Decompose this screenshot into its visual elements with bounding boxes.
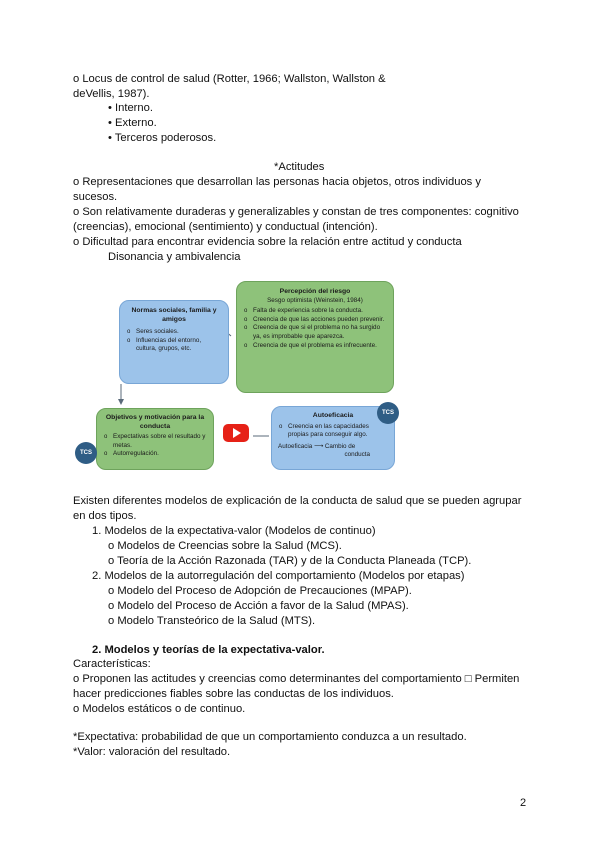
actitudes-line: o Representaciones que desarrollan las personas hacia objetos, otros individuos y [73, 176, 481, 188]
tcs-badge: TCS [377, 402, 399, 424]
tcs-badge: TCS [75, 442, 97, 464]
actitudes-line: (creencias), emocional (sentimiento) y conductual (intención). [73, 221, 378, 233]
section-2-line: o Proponen las actitudes y creencias como determinantes del comportamiento □ Permiten [73, 673, 520, 685]
modelos-line: Existen diferentes modelos de explicación de la conducta de salud que se pueden agrupar [73, 495, 522, 507]
objetivos-item: o Expectativas sobre el resultado y metas. [103, 433, 207, 450]
normas-item: o Seres sociales. [126, 328, 222, 337]
modelos-list-item: 2. Modelos de la autorregulación del comportamiento (Modelos por etapas) [92, 570, 465, 582]
youtube-play-icon[interactable] [223, 424, 249, 442]
definition-valor: *Valor: valoración del resultado. [73, 746, 231, 758]
actitudes-line: o Dificultad para encontrar evidencia sobre la relación entre actitud y conducta [73, 236, 462, 248]
actitudes-line: o Son relativamente duraderas y generalizables y constan de tres componentes: cognitivo [73, 206, 519, 218]
section-2-heading: 2. Modelos y teorías de la expectativa-valor. [92, 644, 325, 656]
modelos-list-item: o Modelo del Proceso de Acción a favor de la Salud (MPAS). [108, 600, 409, 612]
page-number: 2 [520, 797, 527, 809]
percepcion-subtitle: Sesgo optimista (Weinstein, 1984) [267, 296, 363, 304]
bullet-externo: • Externo. [108, 117, 157, 129]
arrow-right-label: Cambio de [324, 442, 356, 450]
arrow-right-label-2: conducta [344, 451, 370, 459]
objetivos-box [96, 408, 214, 470]
autoeficacia-title: Autoeficacia [312, 412, 354, 419]
objetivos-title: Objetivos y motivación para la conducta [105, 414, 205, 430]
modelos-list-item: o Modelos de Creencias sobre la Salud (MCS). [108, 540, 342, 552]
autoeficacia-item: o Creencia en las capacidades propias para conseguir algo. [278, 423, 388, 440]
normas-title: Normas sociales, familia y amigos [131, 307, 217, 323]
locus-line-2: deVellis, 1987). [73, 88, 150, 100]
percepcion-box [236, 281, 394, 393]
arrow-right-icon: ⟶ [314, 442, 324, 450]
disonancia-line: Disonancia y ambivalencia [108, 251, 241, 263]
percepcion-item: o Creencia de que si el problema no ha surgido ya, es improbable que aparezca. [243, 324, 387, 341]
health-behavior-diagram [71, 276, 409, 472]
percepcion-item: o Falta de experiencia sobre la conducta. [243, 307, 387, 316]
section-2-line: hacer predicciones fiables sobre las conductas de los individuos. [73, 688, 394, 700]
modelos-list-item: o Teoría de la Acción Razonada (TAR) y de la Conducta Planeada (TCP). [108, 555, 472, 567]
bullet-terceros: • Terceros poderosos. [108, 132, 217, 144]
percepcion-title: Percepción del riesgo [279, 288, 351, 295]
percepcion-item: o Creencia de que las acciones pueden prevenir. [243, 316, 387, 325]
caracteristicas-label: Características: [73, 658, 151, 670]
normas-item: o Influencias del entorno, cultura, grupos, etc. [126, 337, 222, 354]
modelos-line: en dos tipos. [73, 510, 137, 522]
autoeficacia-arrow-row [278, 443, 388, 452]
arrow-left-label: Autoeficacia [278, 442, 313, 450]
locus-line-1: o Locus de control de salud (Rotter, 1966; Wallston, Wallston & [73, 73, 386, 85]
section-2-line: o Modelos estáticos o de continuo. [73, 703, 246, 715]
bullet-interno: • Interno. [108, 102, 153, 114]
modelos-list-item: o Modelo Transteórico de la Salud (MTS). [108, 615, 316, 627]
percepcion-item: o Creencia de que el problema es infrecuente. [243, 342, 387, 351]
actitudes-heading: *Actitudes [274, 161, 325, 173]
video-player[interactable] [219, 416, 253, 450]
actitudes-line: sucesos. [73, 191, 118, 203]
normas-box [119, 300, 229, 384]
definition-expectativa: *Expectativa: probabilidad de que un comportamiento conduzca a un resultado. [73, 731, 467, 743]
modelos-list-item: o Modelo del Proceso de Adopción de Precauciones (MPAP). [108, 585, 412, 597]
objetivos-item: o Autorregulación. [103, 450, 207, 459]
modelos-list-item: 1. Modelos de la expectativa-valor (Modelos de continuo) [92, 525, 376, 537]
